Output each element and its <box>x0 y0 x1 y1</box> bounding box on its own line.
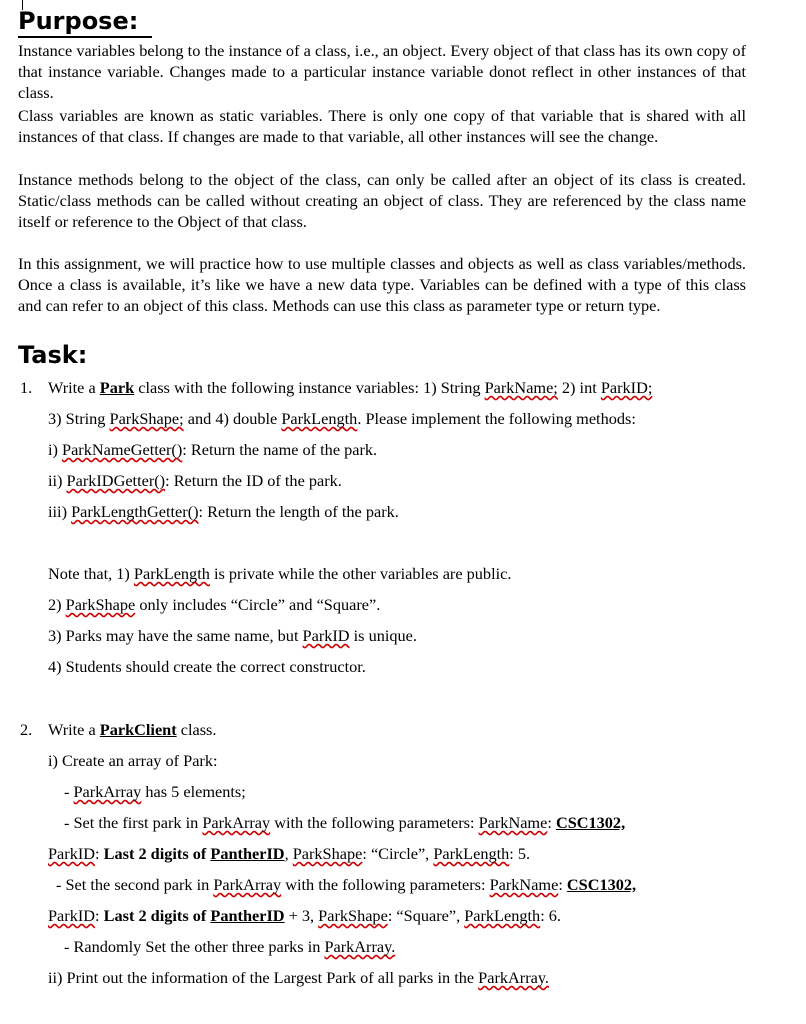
task-item-2-line-1: 2. Write a ParkClient class. <box>20 720 217 739</box>
method-park-id-getter: ii) ParkIDGetter(): Return the ID of the park. <box>48 471 342 490</box>
method-park-name-getter: i) ParkNameGetter(): Return the name of the park. <box>48 440 378 459</box>
step-second-park-line-1: - Set the second park in ParkArray with the following parameters: ParkName: CSC1302, <box>56 875 637 894</box>
task-item-1-line-1: 1. Write a Park class with the following instance variables: 1) String ParkName; 2) int ParkID; <box>20 378 653 397</box>
step-print-largest: ii) Print out the information of the Largest Park of all parks in the ParkArray. <box>48 968 549 987</box>
task-item-1-line-2: 3) String ParkShape; and 4) double ParkLength. Please implement the following methods: <box>48 409 636 428</box>
note-3: 3) Parks may have the same name, but ParkID is unique. <box>48 626 417 645</box>
task-heading: Task: <box>18 341 88 369</box>
purpose-paragraph-methods: Instance methods belong to the object of the class, can only be called after an object of its class is created. Static/class methods can be called without creating an object of class. They are referenced by the class name itself or reference to the Object of that class. <box>18 170 746 231</box>
list-number: 2. <box>20 720 33 739</box>
list-number: 1. <box>20 378 33 397</box>
note-1: Note that, 1) ParkLength is private while the other variables are public. <box>48 564 512 583</box>
purpose-paragraph-instance-variables: Instance variables belong to the instance of a class, i.e., an object. Every object of that class has its own copy of that instance variable. Changes made to a particular instance variable donot reflect in other instances of that class. <box>18 41 746 102</box>
park-class-name: Park <box>99 378 135 397</box>
step-create-array: i) Create an array of Park: <box>48 751 218 770</box>
note-4: 4) Students should create the correct constructor. <box>48 657 366 676</box>
note-2: 2) ParkShape only includes “Circle” and “Square”. <box>48 595 381 614</box>
step-random-parks: - Randomly Set the other three parks in ParkArray. <box>64 937 396 956</box>
step-second-park-line-2: ParkID: Last 2 digits of PantherID + 3, ParkShape: “Square”, ParkLength: 6. <box>48 906 561 925</box>
purpose-paragraph-assignment: In this assignment, we will practice how to use multiple classes and objects as well as class variables/methods. Once a class is available, it’s like we have a new data type. Variables can be defined with a type of this class and can refer to an object of this class. Methods can use this class as parameter type or return type. <box>18 254 746 315</box>
step-first-park-line-2: ParkID: Last 2 digits of PantherID, ParkShape: “Circle”, ParkLength: 5. <box>48 844 531 863</box>
step-array-size: - ParkArray has 5 elements; <box>64 782 246 801</box>
purpose-paragraph-class-variables: Class variables are known as static variables. There is only one copy of that variable that is shared with all instances of that class. If changes are made to that variable, all other instances will see the change. <box>18 106 746 146</box>
parkclient-class-name: ParkClient <box>99 720 177 739</box>
step-first-park-line-1: - Set the first park in ParkArray with the following parameters: ParkName: CSC1302, <box>64 813 626 832</box>
method-park-length-getter: iii) ParkLengthGetter(): Return the length of the park. <box>48 502 399 521</box>
purpose-heading: Purpose: <box>18 6 152 38</box>
